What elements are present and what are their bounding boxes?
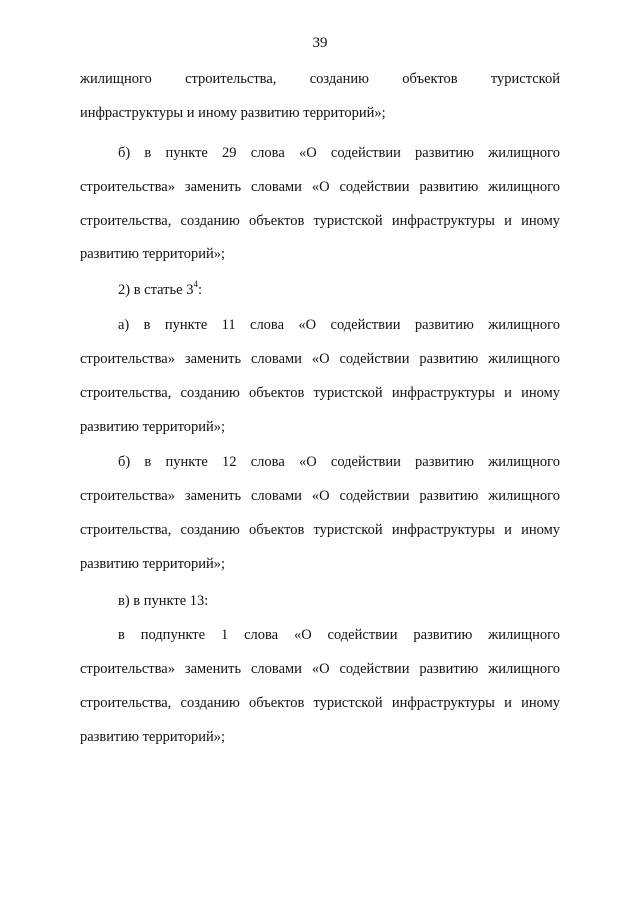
text-line: инфраструктуры и иному развитию территорий»; bbox=[80, 105, 386, 121]
text-line: строительства» заменить словами «О содействии развитию жилищного bbox=[80, 351, 560, 367]
paragraph-a-11-line: а) в пункте 11 слова «О содействии развитию жилищного bbox=[118, 317, 560, 333]
text-line: строительства, созданию объектов туристской инфраструктуры и иному bbox=[80, 695, 560, 711]
text-line: строительства» заменить словами «О содействии развитию жилищного bbox=[80, 488, 560, 504]
text-line: развитию территорий»; bbox=[80, 246, 226, 262]
text-line: строительства» заменить словами «О содействии развитию жилищного bbox=[80, 179, 560, 195]
paragraph-b-12-line: б) в пункте 12 слова «О содействии развитию жилищного bbox=[118, 454, 560, 470]
article-heading-colon: : bbox=[197, 282, 202, 298]
text-line: жилищного строительства, созданию объектов туристской bbox=[80, 71, 560, 87]
article-heading-text: 2) в статье 3 bbox=[118, 282, 194, 298]
page-number: 39 bbox=[312, 35, 328, 51]
text-line: строительства» заменить словами «О содействии развитию жилищного bbox=[80, 661, 560, 677]
paragraph-v-13-heading: в) в пункте 13: bbox=[118, 593, 209, 609]
subparagraph-1-line: в подпункте 1 слова «О содействии развитию жилищного bbox=[118, 627, 560, 643]
text-line: развитию территорий»; bbox=[80, 419, 226, 435]
text-line: строительства, созданию объектов туристской инфраструктуры и иному bbox=[80, 385, 560, 401]
article-3-4-heading bbox=[118, 281, 560, 299]
text-line: строительства, созданию объектов туристской инфраструктуры и иному bbox=[80, 522, 560, 538]
text-line: развитию территорий»; bbox=[80, 729, 226, 745]
article-superscript: 4 bbox=[193, 279, 198, 290]
paragraph-b-29-line: б) в пункте 29 слова «О содействии развитию жилищного bbox=[118, 145, 560, 161]
text-line: развитию территорий»; bbox=[80, 556, 226, 572]
text-line: строительства, созданию объектов туристской инфраструктуры и иному bbox=[80, 213, 560, 229]
